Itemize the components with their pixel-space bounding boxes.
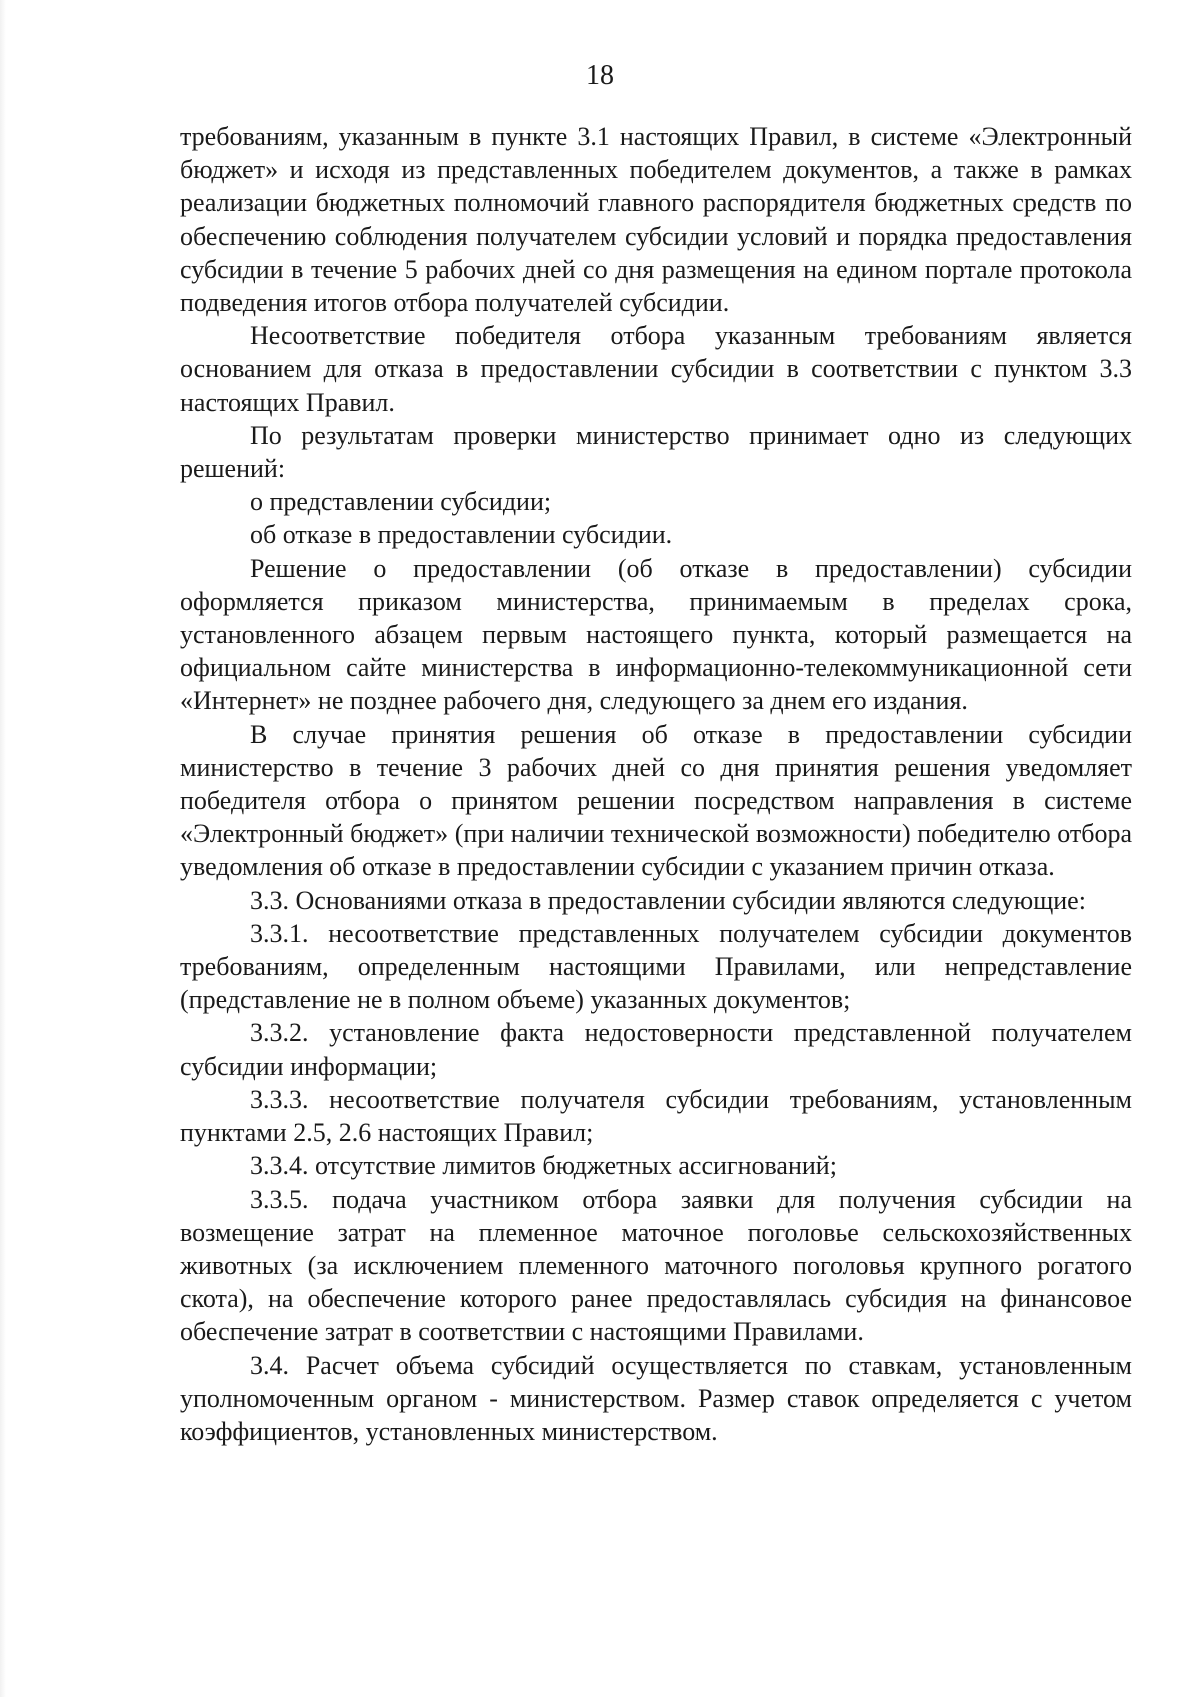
clause-3-3-3: 3.3.3. несоответствие получателя субсидии требованиям, установленным пунктами 2.5, 2.6 настоящих Правил;	[180, 1084, 1132, 1148]
paragraph-continuation: требованиям, указанным в пункте 3.1 настоящих Правил, в системе «Электронный бюджет» и исходя из представленных победителем документов, а также в рамках реализации бюджетных полномочий главного распорядителя бюджетных средств по обеспечению соблюдения получателем субсидии условий и порядка предоставления субсидии в течение 5 рабочих дней со дня размещения на едином портале протокола подведения итогов отбора получателей субсидии.	[180, 122, 1132, 318]
clause-3-3-2: 3.3.2. установление факта недостоверности представленной получателем субсидии информации;	[180, 1018, 1132, 1081]
scan-edge-shadow	[0, 0, 6, 1697]
paragraph-decision-order: Решение о предоставлении (об отказе в предоставлении) субсидии оформляется приказом министерства, принимаемым в пределах срока, установленного абзацем первым настоящего пункта, который размещается на официальном сайте министерства в информационно-телекоммуникационной сети «Интернет» не позднее рабочего дня, следующего за днем его издания.	[180, 553, 1132, 716]
decision-option-grant: о представлении субсидии;	[250, 487, 552, 517]
paragraph-verification-results: По результатам проверки министерство принимает одно из следующих решений:	[180, 420, 1132, 484]
page-number: 18	[586, 60, 614, 91]
clause-3-3-1: 3.3.1. несоответствие представленных получателем субсидии документов требованиям, определенным настоящими Правилами, или непредставление (представление не в полном объеме) указанных документов;	[180, 918, 1132, 1015]
paragraph-noncompliance: Несоответствие победителя отбора указанным требованиям является основанием для отказа в предоставлении субсидии в соответствии с пунктом 3.3 настоящих Правил.	[180, 321, 1132, 417]
clause-3-4: 3.4. Расчет объема субсидий осуществляется по ставкам, установленным уполномоченным органом - министерством. Размер ставок определяется с учетом коэффициентов, установленных министерством.	[180, 1350, 1132, 1446]
document-body	[180, 120, 1132, 1448]
clause-3-3-5: 3.3.5. подача участником отбора заявки для получения субсидии на возмещение затрат на племенное маточное поголовье сельскохозяйственных животных (за исключением племенного маточного поголовья крупного рогатого скота), на обеспечение которого ранее предоставлялась субсидия на финансовое обеспечение затрат в соответствии с настоящими Правилами.	[180, 1184, 1132, 1347]
clause-3-3-4: 3.3.4. отсутствие лимитов бюджетных ассигнований;	[250, 1151, 837, 1181]
decision-option-refusal: об отказе в предоставлении субсидии.	[250, 520, 673, 550]
paragraph-refusal-notification: В случае принятия решения об отказе в предоставлении субсидии министерство в течение 3 рабочих дней со дня принятия решения уведомляет победителя отбора о принятом решении посредством направления в системе «Электронный бюджет» (при наличии технической возможности) победителю отбора уведомления об отказе в предоставлении субсидии с указанием причин отказа.	[180, 719, 1132, 882]
clause-3-3: 3.3. Основаниями отказа в предоставлении субсидии являются следующие:	[250, 885, 1086, 915]
